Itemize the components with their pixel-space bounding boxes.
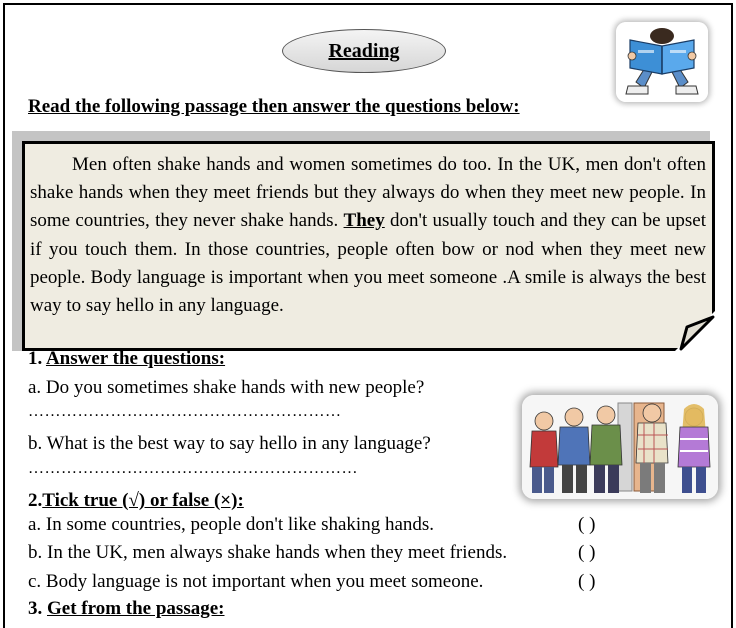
instruction-heading: Read the following passage then answer the questions below: — [28, 96, 520, 117]
tick-item-c: c. Body language is not important when you meet someone. — [28, 571, 484, 592]
section-1-heading — [28, 348, 225, 370]
tick-box-a[interactable]: ( ) — [578, 514, 596, 535]
section-1-number: 1. — [28, 348, 46, 369]
passage-part-1: Men often shake hands and women sometimes do too. In the UK, men don't often shake hands when they meet friends but they always do when they meet new people. In some countries, they never shake hands. — [30, 154, 706, 232]
section-2-number: 2. — [28, 490, 43, 511]
passage-keyword-they: They — [343, 210, 385, 232]
section-3-number: 3. — [28, 598, 47, 619]
question-a: a. Do you sometimes shake hands with new people? — [28, 377, 425, 398]
section-2-heading — [28, 490, 244, 512]
section-1-title: Answer the questions: — [45, 348, 226, 369]
tick-item-b: b. In the UK, men always shake hands when they meet friends. — [28, 542, 508, 563]
passage-text — [30, 151, 706, 320]
section-3-title: Get from the passage: — [47, 598, 225, 619]
tick-item-a: a. In some countries, people don't like shaking hands. — [28, 514, 435, 535]
section-2-title: Tick true (√) or false (×): — [42, 490, 244, 511]
answer-line-a[interactable]: ………………………………………………… — [28, 403, 342, 420]
title-text: Reading — [328, 39, 400, 62]
page-title — [282, 29, 446, 73]
question-b: b. What is the best way to say hello in any language? — [28, 433, 431, 454]
answer-line-b[interactable]: …………………………………………………… — [28, 460, 358, 477]
passage-part-2: don't usually touch and they can be upset if you touch them. In those countries, people often bow or nod when they meet new people. Body language is important when you meet someone .A smile is always the best way to say hello in any language. — [30, 210, 706, 317]
person-reading-book-icon — [616, 22, 708, 102]
tick-box-b[interactable]: ( ) — [578, 542, 596, 563]
page-fold-corner — [675, 311, 715, 351]
reading-passage — [22, 141, 715, 351]
tick-box-c[interactable]: ( ) — [578, 571, 596, 592]
children-greeting-illustration — [522, 395, 718, 499]
section-3-heading — [28, 598, 224, 620]
